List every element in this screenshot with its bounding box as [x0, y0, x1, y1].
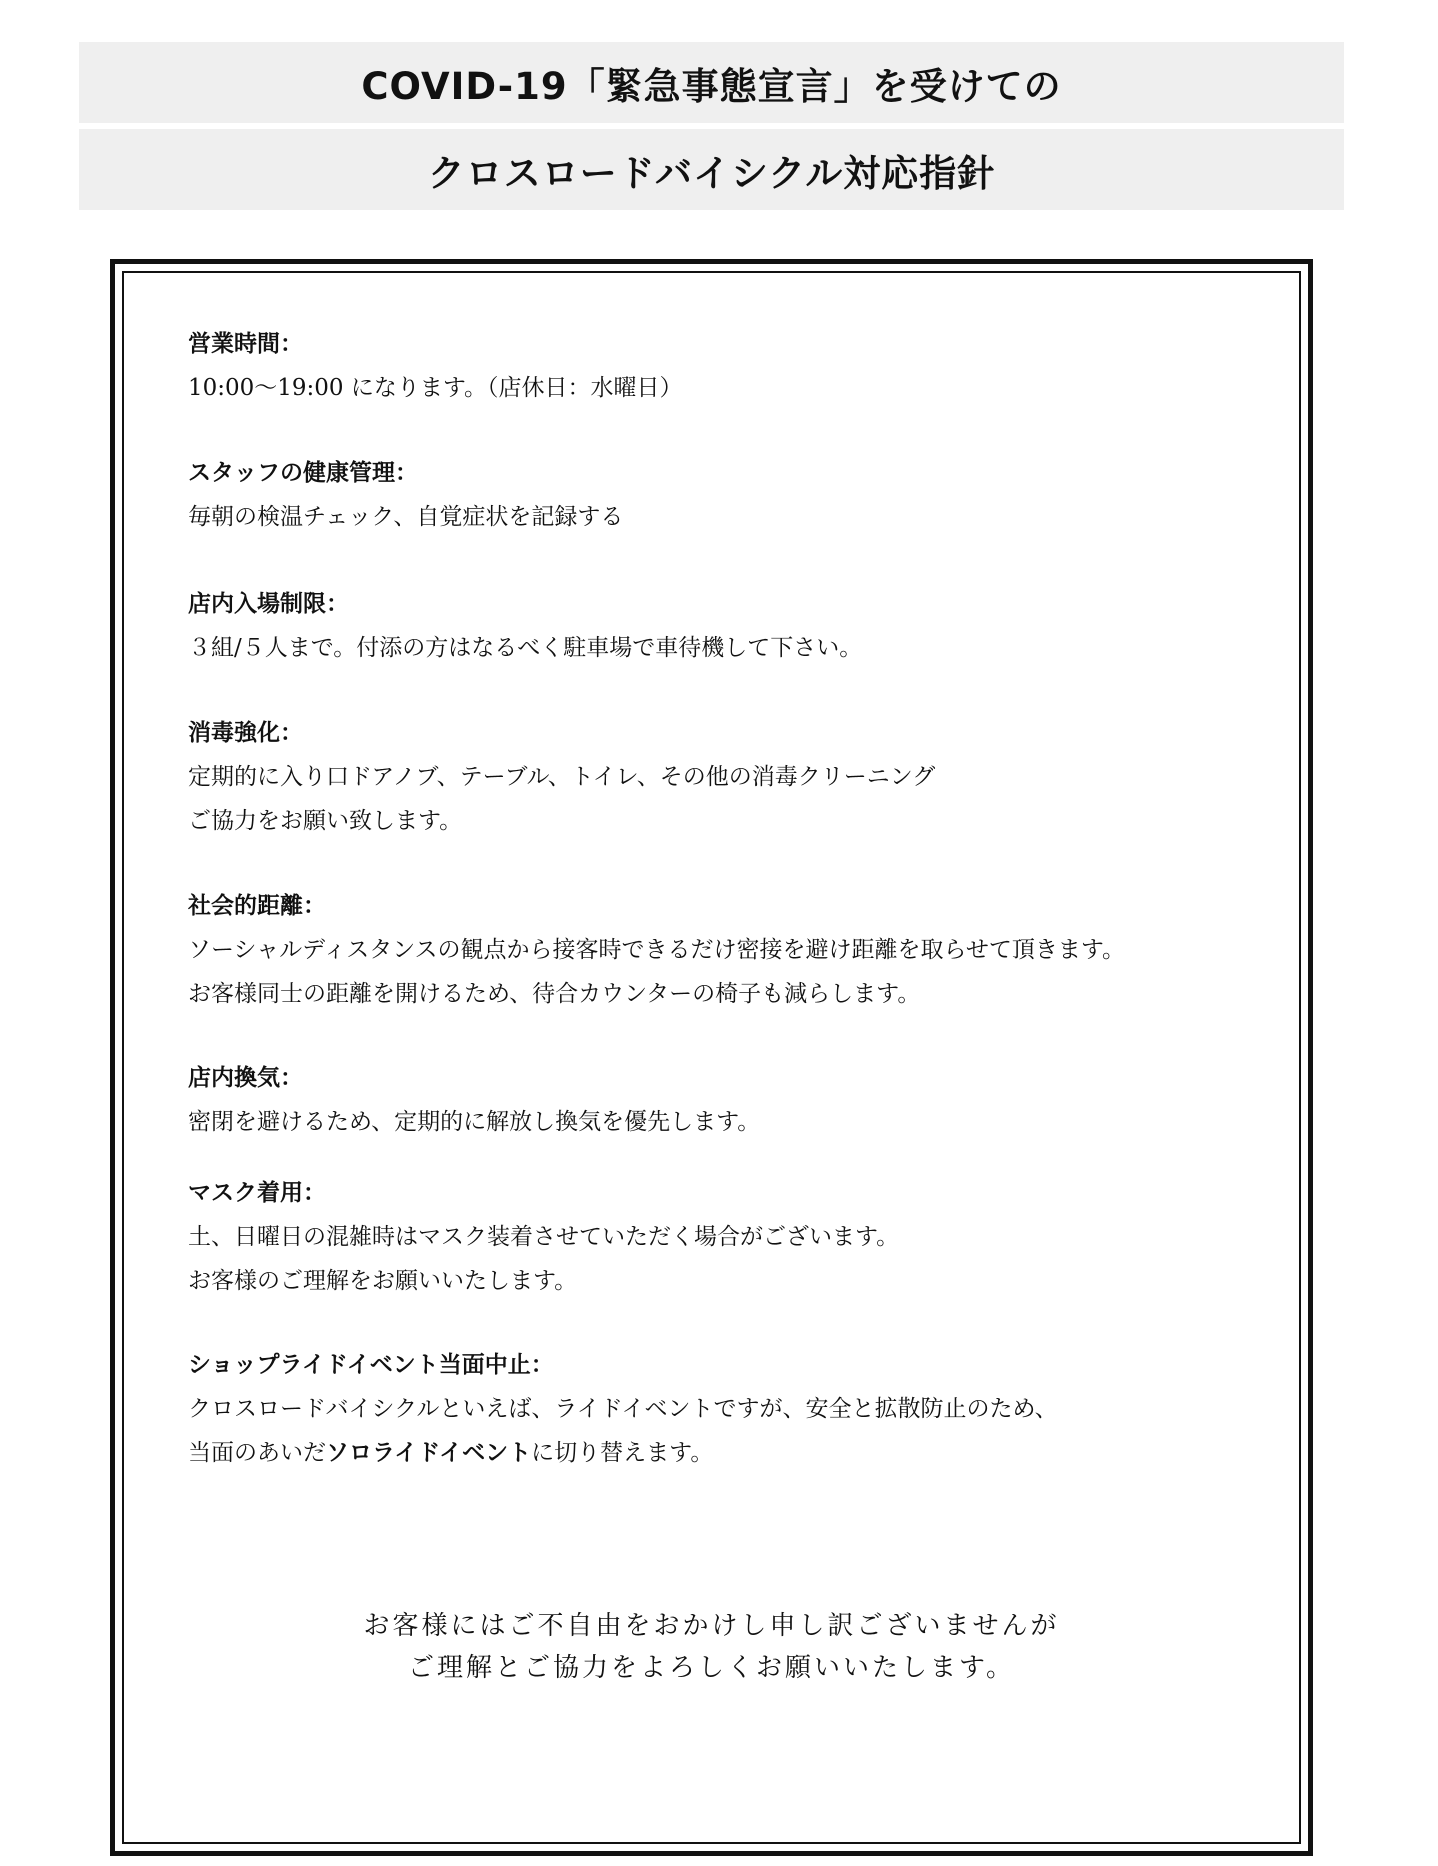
section-social-distance: [188, 891, 1248, 1009]
section-ventilation: [188, 1063, 1248, 1137]
closing-line-1: お客様にはご不自由をおかけし申し訳ございませんが: [363, 1611, 1060, 1641]
text-segment: 当面のあいだ: [188, 1440, 326, 1466]
section-disinfection: [188, 718, 1248, 836]
section-heading: 社会的距離：: [188, 892, 326, 919]
title-banner-line-1: [79, 42, 1344, 123]
section-text: クロスロードバイシクルといえば、ライドイベントですが、安全と拡散防止のため、: [188, 1396, 1058, 1422]
title-banner-line-2: [79, 129, 1344, 210]
section-text: 密閉を避けるため、定期的に解放し換気を優先します。: [188, 1109, 761, 1135]
section-text: 毎朝の検温チェック、自覚症状を記録する: [188, 504, 624, 530]
section-heading: スタッフの健康管理：: [188, 459, 418, 486]
text-segment: に切り替えます。: [531, 1440, 714, 1466]
section-text-mixed: [188, 1438, 1248, 1468]
section-text: お客様のご理解をお願いいたします。: [188, 1268, 578, 1294]
section-text: 定期的に入り口ドアノブ、テーブル、トイレ、その他の消毒クリーニング: [188, 764, 936, 790]
section-heading: 消毒強化：: [188, 719, 303, 746]
closing-line-2: ご理解とご協力をよろしくお願いいたします。: [408, 1653, 1015, 1683]
closing-message: [110, 1605, 1313, 1689]
section-heading: ショップライドイベント当面中止：: [188, 1351, 554, 1378]
section-heading: 店内入場制限：: [188, 590, 349, 617]
section-heading: マスク着用：: [188, 1179, 326, 1206]
page-title-line-1: COVID-19「緊急事態宣言」を受けての: [361, 64, 1062, 108]
section-text: 土、日曜日の混雑時はマスク装着させていただく場合がございます。: [188, 1224, 900, 1250]
section-text: ３組/５人まで。付添の方はなるべく駐車場で車待機して下さい。: [188, 635, 863, 661]
section-text: ソーシャルディスタンスの観点から接客時できるだけ密接を避け距離を取らせて頂きます。: [188, 937, 1126, 963]
section-business-hours: [188, 329, 1248, 403]
page-title-line-2: クロスロードバイシクル対応指針: [427, 151, 996, 195]
section-heading: 営業時間：: [188, 330, 303, 357]
solo-ride-emphasis: ソロライドイベント: [326, 1439, 532, 1466]
section-staff-health: [188, 458, 1248, 532]
section-text: 10:00～19:00 になります。（店休日：水曜日）: [188, 375, 683, 401]
section-entry-limit: [188, 589, 1248, 663]
section-text: お客様同士の距離を開けるため、待合カウンターの椅子も減らします。: [188, 981, 921, 1007]
section-ride-events: [188, 1350, 1248, 1468]
section-masks: [188, 1178, 1248, 1296]
section-heading: 店内換気：: [188, 1064, 303, 1091]
section-text: ご協力をお願い致します。: [188, 808, 463, 834]
